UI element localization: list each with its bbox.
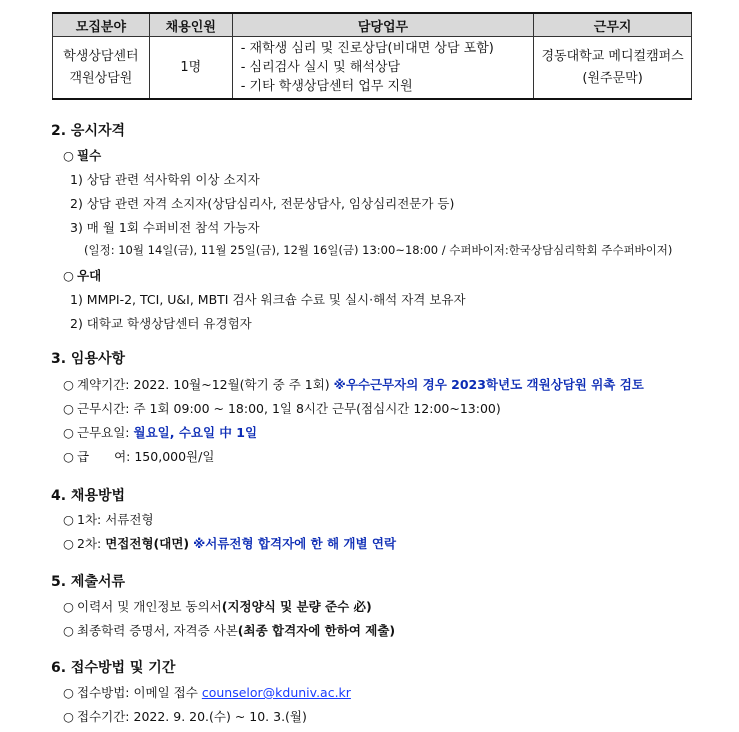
step2-label: 2차: bbox=[77, 536, 102, 551]
salary-label: 급 여: bbox=[77, 449, 131, 464]
section-title-employment: 3. 임용사항 bbox=[51, 351, 126, 367]
doc1-note: (지정양식 및 분량 준수 必) bbox=[221, 599, 372, 614]
preferred-heading bbox=[63, 266, 101, 284]
required-heading bbox=[63, 146, 101, 164]
section-title-qualifications: 2. 응시자격 bbox=[51, 123, 126, 139]
required-label: 필수 bbox=[77, 148, 102, 163]
application-period-text: 접수기간: 2022. 9. 20.(수) ~ 10. 3.(월) bbox=[77, 709, 307, 724]
required-item: 3) 매 월 1회 수퍼비전 참석 가능자 bbox=[70, 220, 260, 235]
header-count: 채용인원 bbox=[149, 13, 232, 37]
duty-item: - 재학생 심리 및 진로상담(비대면 상담 포함) bbox=[240, 41, 494, 56]
location-cell bbox=[534, 37, 692, 100]
duty-item: - 심리검사 실시 및 해석상담 bbox=[240, 60, 401, 75]
recruitment-table bbox=[52, 12, 692, 100]
header-location: 근무지 bbox=[534, 13, 692, 37]
salary-value: 150,000원/일 bbox=[134, 449, 215, 464]
location-line: (원주문막) bbox=[582, 70, 643, 86]
work-days bbox=[63, 423, 257, 441]
preferred-item: 2) 대학교 학생상담센터 유경험자 bbox=[70, 316, 252, 331]
salary bbox=[63, 447, 214, 465]
step2-note: ※서류전형 합격자에 한 해 개별 연락 bbox=[193, 536, 397, 551]
bullet-icon: ○ bbox=[63, 148, 74, 163]
bullet-icon: ○ bbox=[63, 512, 74, 527]
contract-note: ※우수근무자의 경우 2023학년도 객원상담원 위촉 검토 bbox=[333, 377, 644, 392]
contract-period-text: 계약기간: 2022. 10월~12월(학기 중 주 1회) bbox=[77, 377, 330, 392]
bullet-icon: ○ bbox=[63, 268, 74, 283]
section-title-documents: 5. 제출서류 bbox=[51, 574, 126, 590]
table-row bbox=[53, 37, 692, 100]
bullet-icon: ○ bbox=[63, 623, 74, 638]
table-header-row bbox=[53, 13, 692, 37]
document-item bbox=[63, 597, 372, 615]
field-cell bbox=[53, 37, 150, 100]
field-line: 학생상담센터 bbox=[63, 48, 139, 64]
preferred-label: 우대 bbox=[77, 268, 102, 283]
application-period bbox=[63, 707, 307, 725]
selection-step-2 bbox=[63, 534, 396, 552]
selection-step-1 bbox=[63, 510, 154, 528]
bullet-icon: ○ bbox=[63, 449, 74, 464]
bullet-icon: ○ bbox=[63, 425, 74, 440]
application-method bbox=[63, 683, 351, 701]
doc2-text: 최종학력 증명서, 자격증 사본 bbox=[77, 623, 238, 638]
bullet-icon: ○ bbox=[63, 536, 74, 551]
method-text: 접수방법: 이메일 접수 bbox=[77, 685, 198, 700]
header-duties: 담당업무 bbox=[232, 13, 534, 37]
bullet-icon: ○ bbox=[63, 709, 74, 724]
bullet-icon: ○ bbox=[63, 599, 74, 614]
bullet-icon: ○ bbox=[63, 377, 74, 392]
count-cell: 1명 bbox=[149, 37, 232, 100]
step1-text: 1차: 서류전형 bbox=[77, 512, 154, 527]
work-days-value: 월요일, 수요일 中 1일 bbox=[133, 425, 258, 440]
document-item bbox=[63, 621, 395, 639]
bullet-icon: ○ bbox=[63, 401, 74, 416]
work-days-label: 근무요일: bbox=[77, 425, 130, 440]
required-item: 1) 상담 관련 석사학위 이상 소지자 bbox=[70, 172, 260, 187]
contract-period bbox=[63, 375, 644, 393]
section-title-selection: 4. 채용방법 bbox=[51, 488, 126, 504]
duty-item: - 기타 학생상담센터 업무 지원 bbox=[240, 79, 413, 94]
work-hours bbox=[63, 399, 501, 417]
bullet-icon: ○ bbox=[63, 685, 74, 700]
work-hours-text: 근무시간: 주 1회 09:00 ~ 18:00, 1일 8시간 근무(점심시간 12:00~13:00) bbox=[77, 401, 501, 416]
required-item: 2) 상담 관련 자격 소지자(상담심리사, 전문상담사, 임상심리전문가 등) bbox=[70, 196, 455, 211]
step2-value: 면접전형(대면) bbox=[105, 536, 190, 551]
schedule-note: (일정: 10월 14일(금), 11월 25일(금), 12월 16일(금) 13:00~18:00 / 수퍼바이저:한국상담심리학회 주수퍼바이저) bbox=[84, 243, 673, 257]
location-line: 경동대학교 메디컬캠퍼스 bbox=[541, 48, 684, 64]
section-title-application: 6. 접수방법 및 기간 bbox=[51, 660, 176, 676]
header-field: 모집분야 bbox=[53, 13, 150, 37]
doc2-note: (최종 합격자에 한하여 제출) bbox=[237, 623, 396, 638]
duties-cell bbox=[232, 37, 534, 100]
field-line: 객원상담원 bbox=[69, 70, 133, 86]
email-link[interactable]: counselor@kduniv.ac.kr bbox=[201, 685, 351, 700]
doc1-text: 이력서 및 개인정보 동의서 bbox=[77, 599, 222, 614]
preferred-item: 1) MMPI-2, TCI, U&I, MBTI 검사 워크숍 수료 및 실시·해석 자격 보유자 bbox=[70, 292, 466, 307]
